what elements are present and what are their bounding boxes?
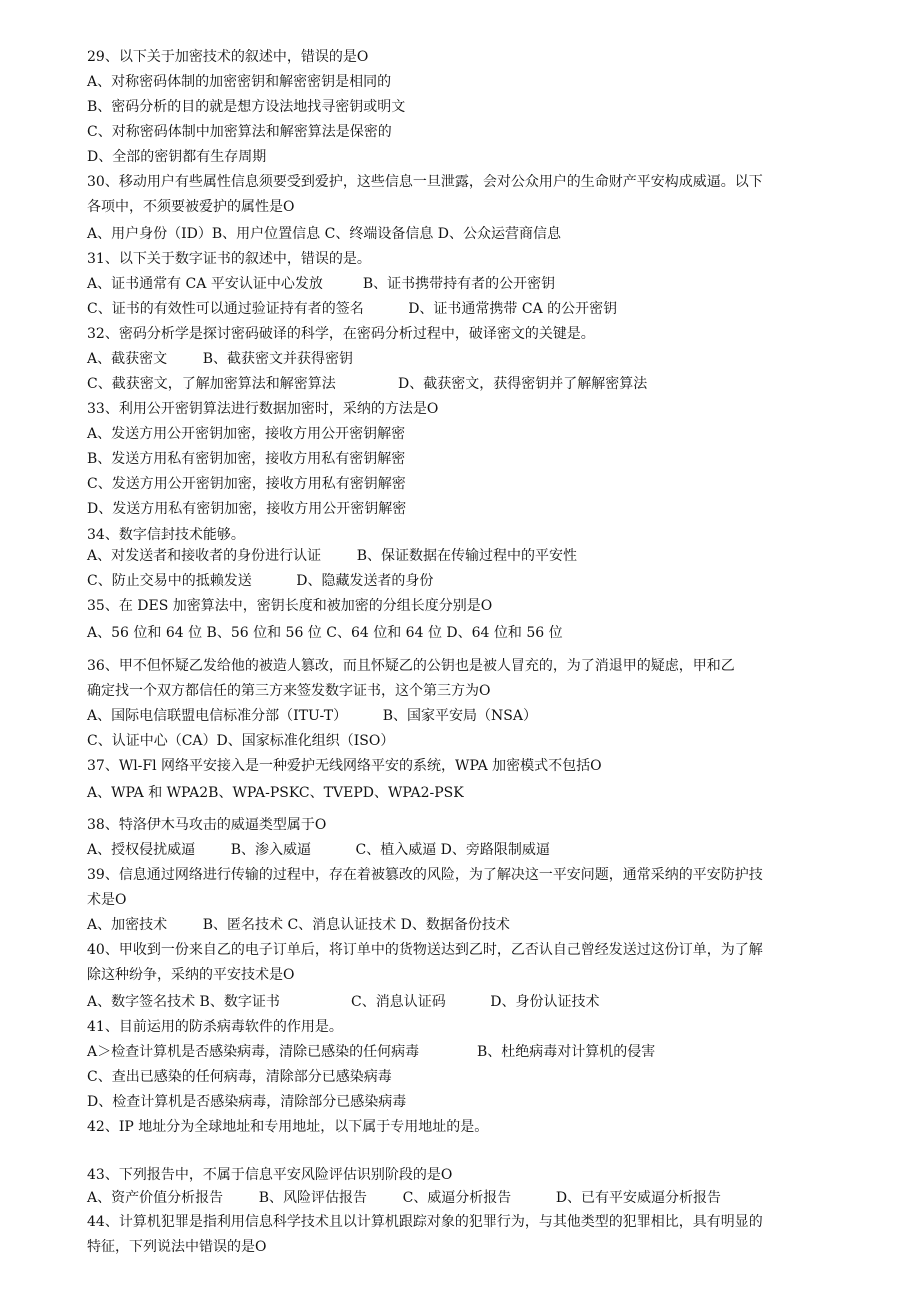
q29-option-a: A、对称密码体制的加密密钥和解密密钥是相同的 <box>87 74 392 90</box>
q29-option-b: B、密码分析的目的就是想方设法地找寻密钥或明文 <box>87 99 406 115</box>
q40-stem-line-2: 除这种纷争，采纳的平安技术是O <box>87 967 295 983</box>
q36-options-ab: A、国际电信联盟电信标准分部（ITU-T） B、国家平安局（NSA） <box>87 708 537 724</box>
q29-option-d: D、全部的密钥都有生存周期 <box>87 149 267 165</box>
q33-option-a: A、发送方用公开密钥加密，接收方用公开密钥解密 <box>87 426 406 442</box>
q30-stem-line-1: 30、移动用户有些属性信息须要受到爱护，这些信息一旦泄露，会对公众用户的生命财产平安构成威逼。以下 <box>87 174 763 190</box>
q39-options: A、加密技术 B、匿名技术 C、消息认证技术 D、数据备份技术 <box>87 917 510 933</box>
q31-options-cd: C、证书的有效性可以通过验证持有者的签名 D、证书通常携带 CA 的公开密钥 <box>87 301 618 317</box>
q44-stem-line-2: 特征，下列说法中错误的是O <box>87 1239 267 1255</box>
q38-stem: 38、特洛伊木马攻击的威逼类型属于O <box>87 817 327 833</box>
q44-stem-line-1: 44、计算机犯罪是指利用信息科学技术且以计算机跟踪对象的犯罪行为，与其他类型的犯罪相比，具有明显的 <box>87 1214 763 1230</box>
q36-stem-line-1: 36、甲不但怀疑乙发给他的被造人篡改，而且怀疑乙的公钥也是被人冒充的，为了消退甲的疑虑，甲和乙 <box>87 658 735 674</box>
q43-stem: 43、下列报告中，不属于信息平安风险评估识别阶段的是O <box>87 1167 453 1183</box>
q41-option-c: C、查出已感染的任何病毒，清除部分已感染病毒 <box>87 1069 392 1085</box>
q41-stem: 41、目前运用的防杀病毒软件的作用是。 <box>87 1019 343 1035</box>
q33-option-b: B、发送方用私有密钥加密，接收方用私有密钥解密 <box>87 451 406 467</box>
q39-stem-line-2: 术是O <box>87 892 127 908</box>
q35-stem: 35、在 DES 加密算法中，密钥长度和被加密的分组长度分别是O <box>87 598 493 614</box>
q42-stem: 42、IP 地址分为全球地址和专用地址，以下属于专用地址的是。 <box>87 1119 489 1135</box>
q34-stem: 34、数字信封技术能够。 <box>87 527 245 543</box>
q37-stem: 37、Wl-Fl 网络平安接入是一种爱护无线网络平安的系统，WPA 加密模式不包括O <box>87 758 602 774</box>
q34-options-cd: C、防止交易中的抵赖发送 D、隐藏发送者的身份 <box>87 573 434 589</box>
q33-option-d: D、发送方用私有密钥加密，接收方用公开密钥解密 <box>87 501 407 517</box>
q36-stem-line-2: 确定找一个双方都信任的第三方来签发数字证书，这个第三方为O <box>87 683 491 699</box>
q40-options: A、数字签名技术 B、数字证书 C、消息认证码 D、身份认证技术 <box>87 994 600 1010</box>
q32-stem: 32、密码分析学是探讨密码破译的科学，在密码分析过程中，破译密文的关键是。 <box>87 326 595 342</box>
q35-options: A、56 位和 64 位 B、56 位和 56 位 C、64 位和 64 位 D、64 位和 56 位 <box>87 625 563 641</box>
q37-options: A、WPA 和 WPA2B、WPA-PSKC、TVEPD、WPA2-PSK <box>87 785 464 801</box>
q29-option-c: C、对称密码体制中加密算法和解密算法是保密的 <box>87 124 392 140</box>
q31-options-ab: A、证书通常有 CA 平安认证中心发放 B、证书携带持有者的公开密钥 <box>87 276 556 292</box>
q30-options: A、用户身份（ID）B、用户位置信息 C、终端设备信息 D、公众运营商信息 <box>87 226 561 242</box>
q33-option-c: C、发送方用公开密钥加密，接收方用私有密钥解密 <box>87 476 406 492</box>
q31-stem: 31、以下关于数字证书的叙述中，错误的是。 <box>87 251 371 267</box>
q34-options-ab: A、对发送者和接收者的身份进行认证 B、保证数据在传输过程中的平安性 <box>87 548 577 564</box>
q29-stem: 29、以下关于加密技术的叙述中，错误的是O <box>87 49 369 65</box>
q43-options: A、资产价值分析报告 B、风险评估报告 C、威逼分析报告 D、已有平安威逼分析报告 <box>87 1190 722 1206</box>
q32-options-ab: A、截获密文 B、截获密文并获得密钥 <box>87 351 353 367</box>
q40-stem-line-1: 40、甲收到一份来自乙的电子订单后，将订单中的货物送达到乙时，乙否认自己曾经发送过这份订单，为了解 <box>87 942 763 958</box>
q30-stem-line-2: 各项中，不须要被爱护的属性是O <box>87 199 295 215</box>
q38-options: A、授权侵扰威逼 B、渗入威逼 C、植入威逼 D、旁路限制威逼 <box>87 842 550 858</box>
q39-stem-line-1: 39、信息通过网络进行传输的过程中，存在着被篡改的风险，为了解决这一平安问题，通常采纳的平安防护技 <box>87 867 763 883</box>
q33-stem: 33、利用公开密钥算法进行数据加密时，采纳的方法是O <box>87 401 439 417</box>
q41-options-ab: A＞检查计算机是否感染病毒，清除已感染的任何病毒 B、杜绝病毒对计算机的侵害 <box>87 1044 656 1060</box>
q41-option-d: D、检查计算机是否感染病毒，清除部分已感染病毒 <box>87 1094 407 1110</box>
q36-options-cd: C、认证中心（CA）D、国家标准化组织（ISO） <box>87 733 395 749</box>
q32-options-cd: C、截获密文，了解加密算法和解密算法 D、截获密文，获得密钥并了解解密算法 <box>87 376 648 392</box>
